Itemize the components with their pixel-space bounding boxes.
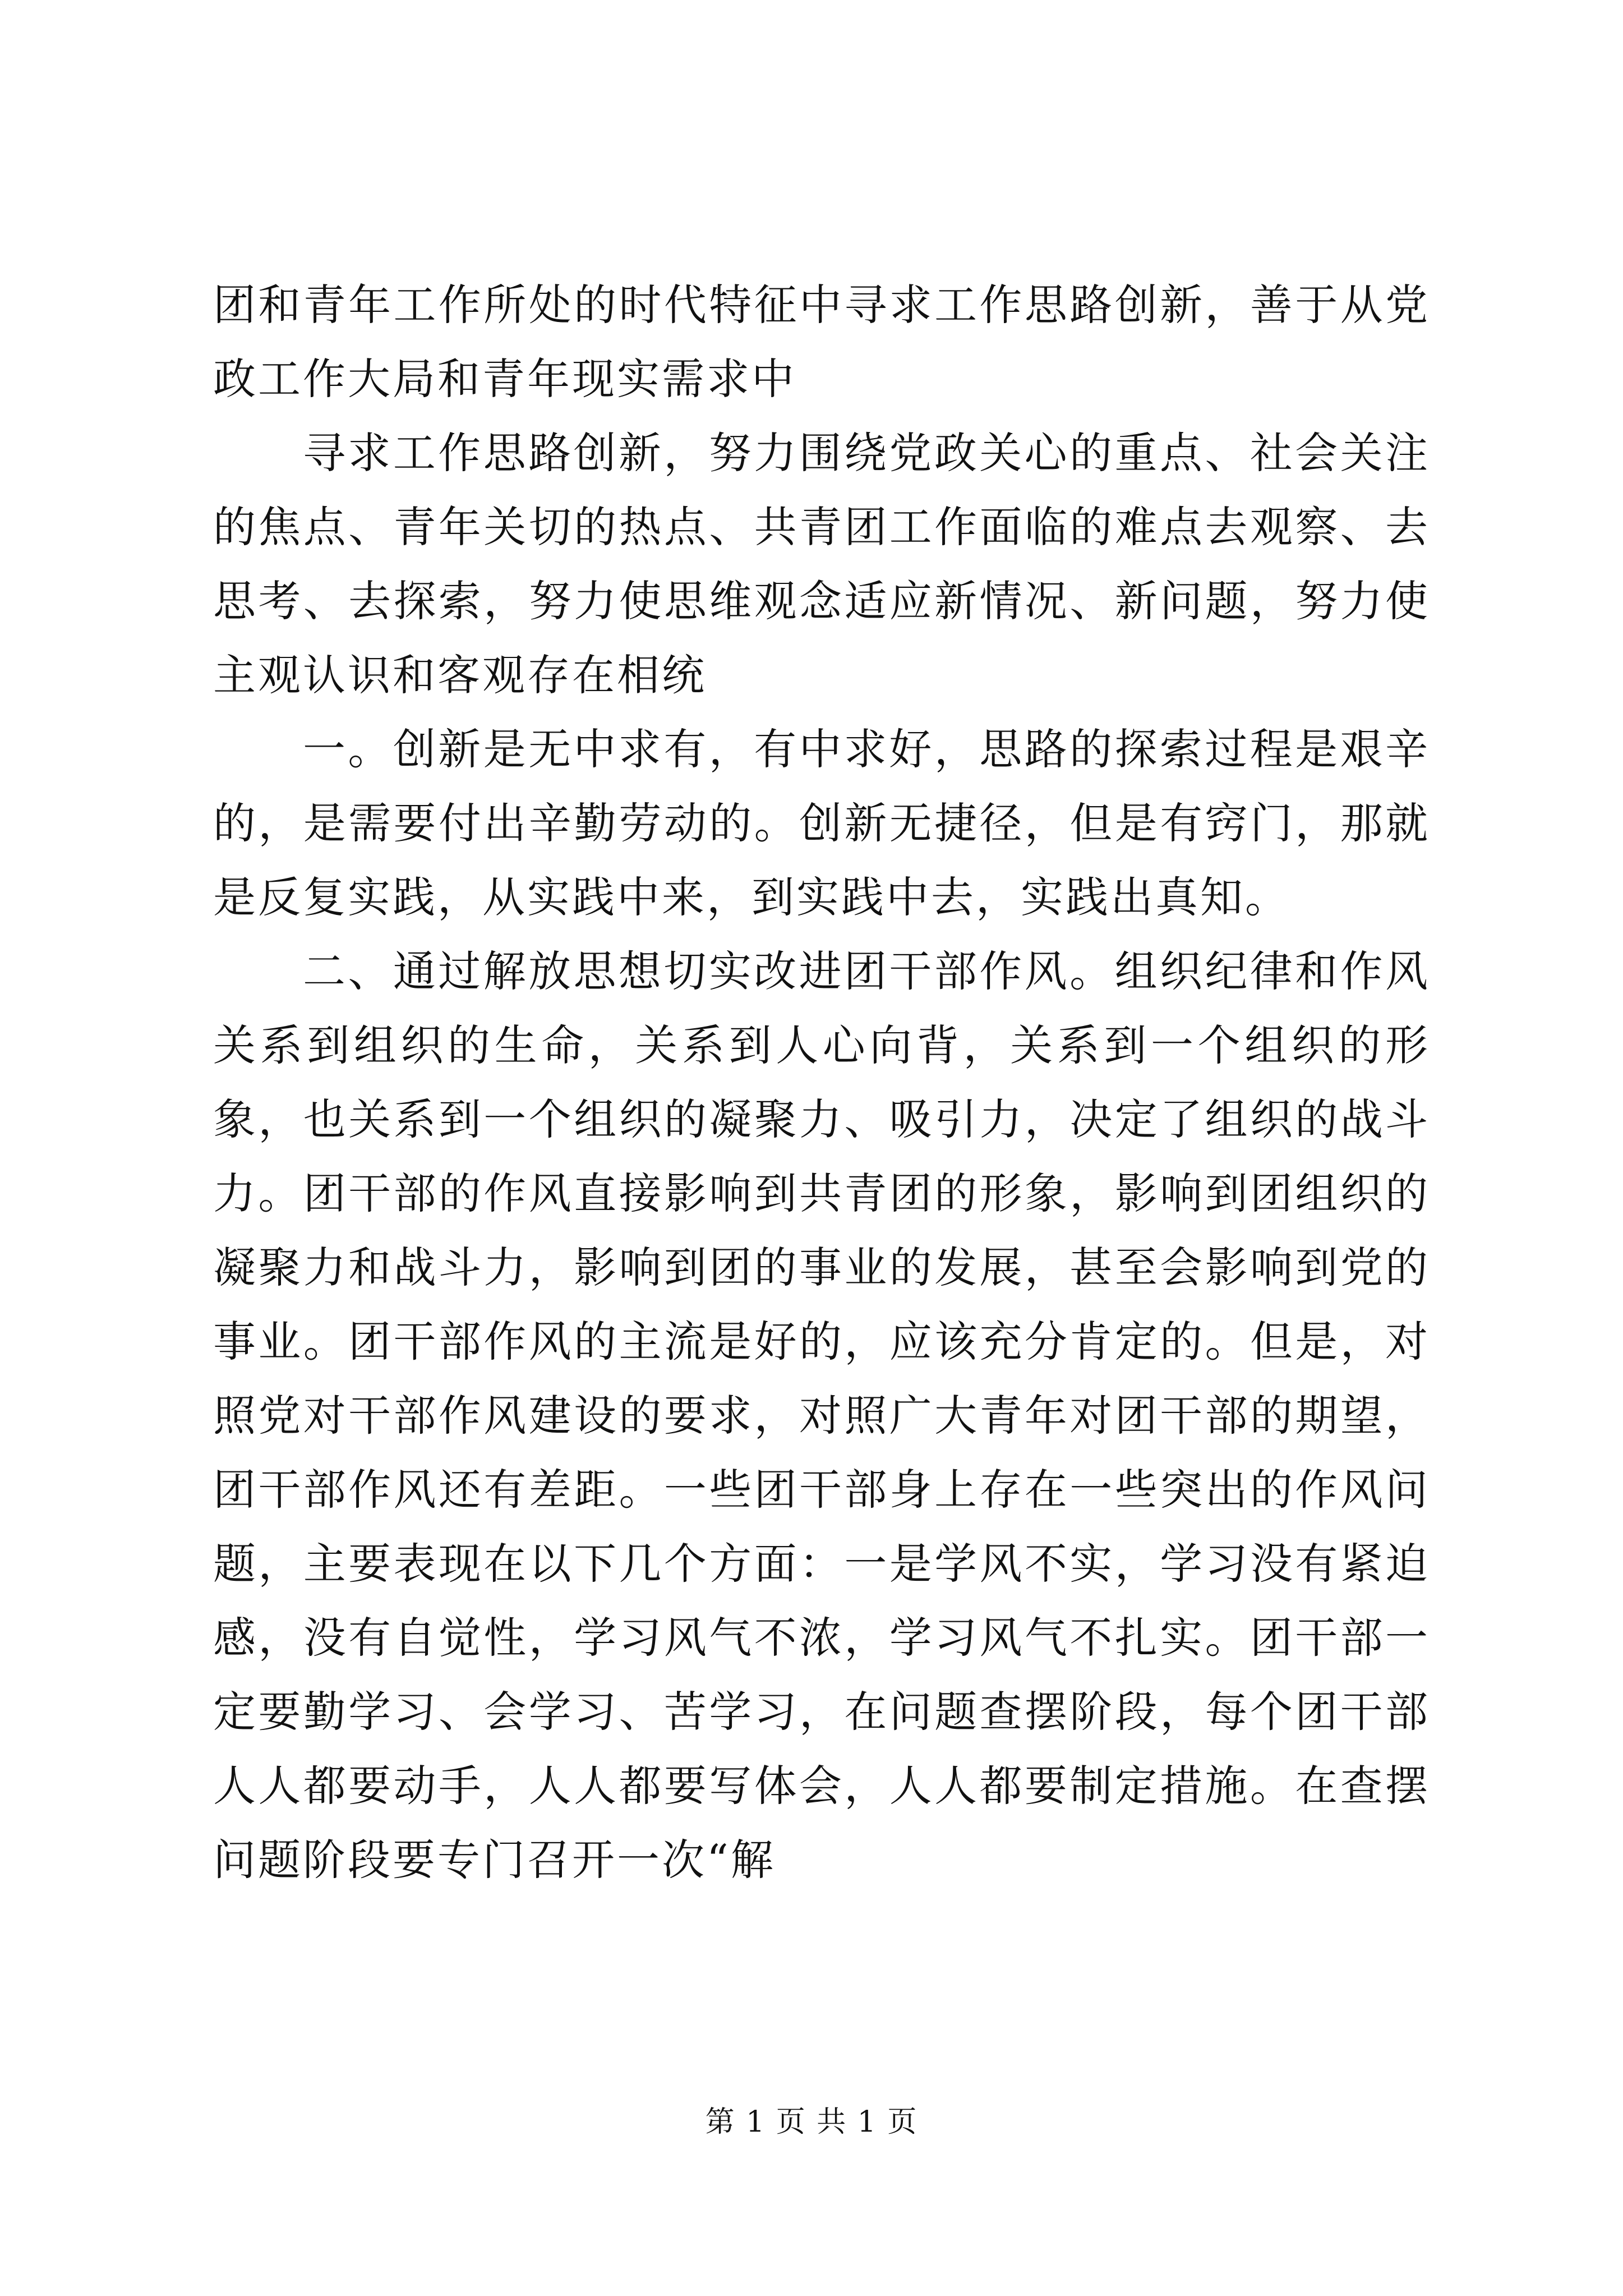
paragraph-3: 一。创新是无中求有，有中求好，思路的探索过程是艰辛的，是需要付出辛勤劳动的。创新无捷径，但是有窍门，那就是反复实践，从实践中来，到实践中去，实践出真知。	[213, 724, 1430, 922]
paragraph-1: 团和青年工作所处的时代特征中寻求工作思路创新，善于从党政工作大局和青年现实需求中	[213, 280, 1430, 404]
document-body	[213, 268, 1430, 1897]
paragraph-2: 寻求工作思路创新，努力围绕党政关心的重点、社会关注的焦点、青年关切的热点、共青团工作面临的难点去观察、去思考、去探索，努力使思维观念适应新情况、新问题，努力使主观认识和客观存在相统	[213, 428, 1430, 700]
page-number-footer: 第 1 页 共 1 页	[705, 2105, 918, 2139]
paragraph-4: 二、通过解放思想切实改进团干部作风。组织纪律和作风关系到组织的生命，关系到人心向背，关系到一个组织的形象，也关系到一个组织的凝聚力、吸引力，决定了组织的战斗力。团干部的作风直接影响到共青团的形象，影响到团组织的凝聚力和战斗力，影响到团的事业的发展，甚至会影响到党的事业。团干部作风的主流是好的，应该充分肯定的。但是，对照党对干部作风建设的要求，对照广大青年对团干部的期望，团干部作风还有差距。一些团干部身上存在一些突出的作风问题，主要表现在以下几个方面：一是学风不实，学习没有紧迫感，没有自觉性，学习风气不浓，学习风气不扎实。团干部一定要勤学习、会学习、苦学习，在问题查摆阶段，每个团干部人人都要动手，人人都要写体会，人人都要制定措施。在查摆问题阶段要专门召开一次“解	[213, 946, 1430, 1885]
